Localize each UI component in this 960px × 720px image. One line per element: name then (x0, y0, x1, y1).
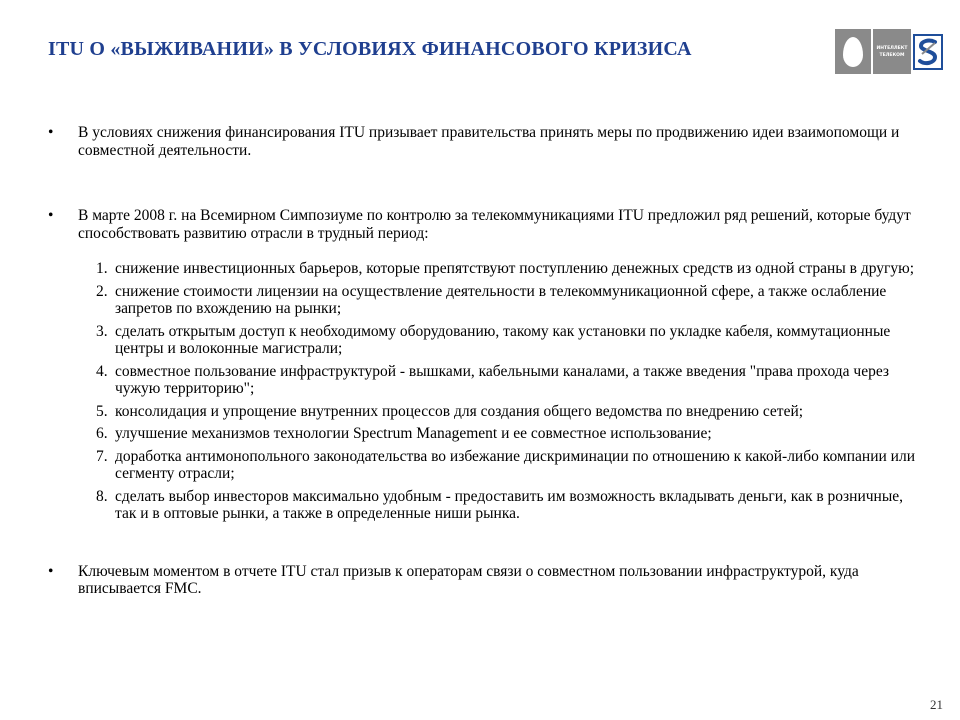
measures-list (48, 260, 928, 523)
list-number: 3. (96, 322, 108, 340)
list-number: 1. (96, 260, 108, 277)
bullet-marker: • (48, 562, 54, 580)
list-item (96, 260, 928, 278)
bullet-item (48, 124, 928, 159)
egg-icon (843, 37, 863, 67)
list-item (96, 323, 928, 358)
slide-content (48, 124, 928, 598)
bullet-marker: • (48, 124, 54, 141)
bullet-item (48, 563, 928, 598)
logo-text-block (873, 29, 911, 74)
s-emblem-icon (913, 34, 943, 70)
list-number: 6. (96, 425, 108, 442)
list-item (96, 403, 928, 421)
list-item (96, 363, 928, 398)
company-logo (835, 29, 943, 74)
list-item (96, 448, 928, 483)
list-text: совместное пользование инфраструктурой - вышками, кабельными каналами, а также введения "права прохода через чужую территорию"; (115, 362, 890, 397)
page-number: 21 (930, 697, 943, 712)
list-number: 7. (96, 447, 108, 465)
bullet-text: В марте 2008 г. на Всемирном Симпозиуме по контролю за телекоммуникациями ITU предложил ряд решений, которые будут способствовать развитию отрасли в трудный период: (78, 207, 911, 242)
list-text: сделать выбор инвесторов максимально удобным - предоставить им возможность вкладывать деньги, как в розничные, так и в оптовые рынки, а также в определенные ниши рынка. (115, 487, 904, 522)
logo-text-line1: ИНТЕЛЛЕКТ (876, 45, 908, 51)
list-text: улучшение механизмов технологии Spectrum Management и ее совместное использование; (115, 425, 712, 442)
list-text: доработка антимонопольного законодательства во избежание дискриминации по отношению к какой-либо компании или сегменту отрасли; (115, 447, 915, 482)
bullet-text: Ключевым моментом в отчете ITU стал призыв к операторам связи о совместном пользовании инфраструктурой, куда вписывается FMC. (78, 562, 859, 597)
list-item (96, 283, 928, 318)
list-number: 2. (96, 282, 108, 300)
list-text: снижение стоимости лицензии на осуществление деятельности в телекоммуникационной сфере, а также ослабление запретов по вхождению на рынки; (115, 282, 887, 317)
list-item (96, 488, 928, 523)
logo-s-block (913, 29, 943, 74)
list-item (96, 425, 928, 443)
bullet-item (48, 207, 928, 242)
logo-text-line2: ТЕЛЕКОМ (879, 52, 905, 58)
list-number: 8. (96, 487, 108, 505)
list-text: сделать открытым доступ к необходимому оборудованию, такому как установки по укладке кабеля, коммутационные центры и волоконные магистрали; (115, 322, 891, 357)
list-number: 5. (96, 402, 108, 420)
list-text: консолидация и упрощение внутренних процессов для создания общего ведомства по внедрению сетей; (115, 402, 804, 420)
list-text: снижение инвестиционных барьеров, которые препятствуют поступлению денежных средств из одной страны в другую; (115, 260, 915, 277)
bullet-text: В условиях снижения финансирования ITU призывает правительства принять меры по продвижению идеи взаимопомощи и совместной деятельности. (78, 124, 900, 159)
logo-egg-block (835, 29, 871, 74)
bullet-marker: • (48, 207, 54, 224)
slide-title: ITU О «ВЫЖИВАНИИ» В УСЛОВИЯХ ФИНАНСОВОГО КРИЗИСА (48, 38, 692, 60)
list-number: 4. (96, 362, 108, 380)
